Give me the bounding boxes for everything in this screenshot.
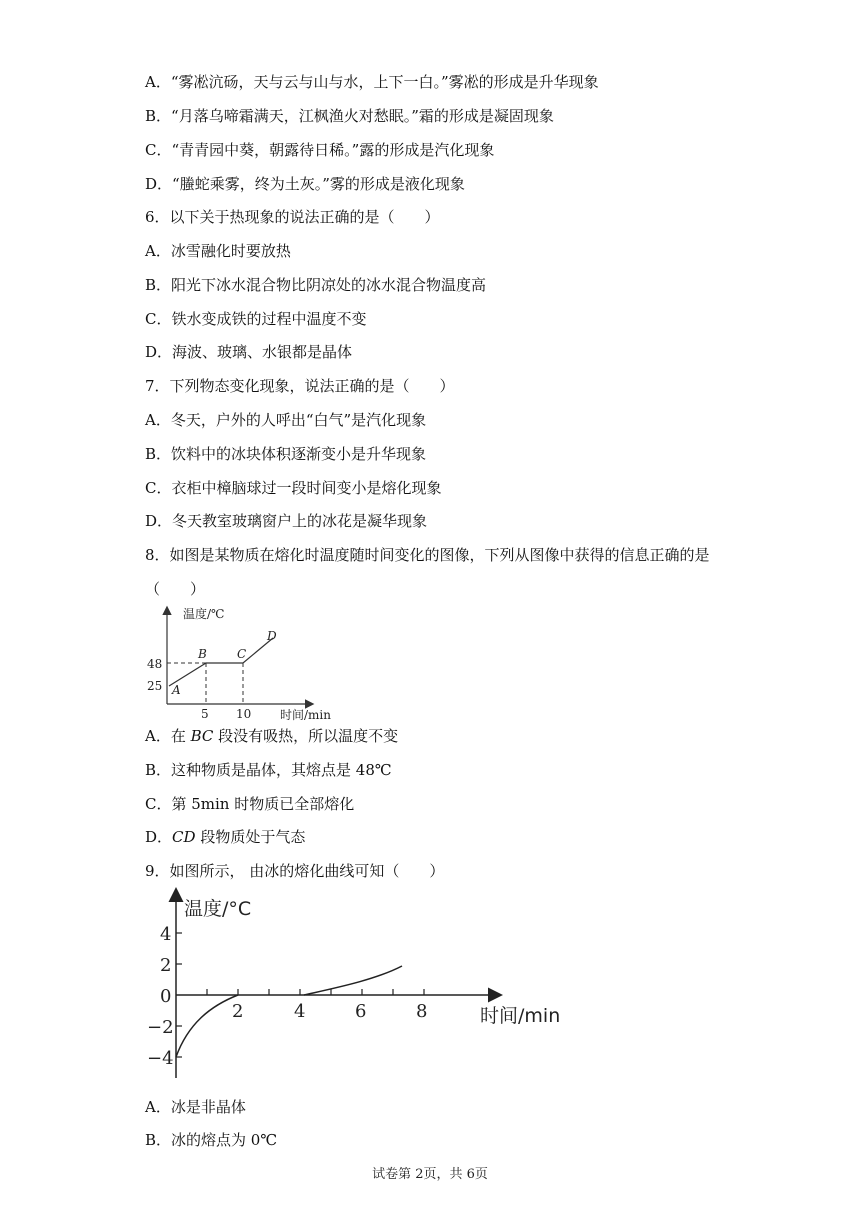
chart2-xtick-4: 4 bbox=[294, 1001, 306, 1022]
line-q8-option-d bbox=[145, 827, 305, 847]
line-q6-option-b: B．阳光下冰水混合物比阴凉处的冰水混合物温度高 bbox=[145, 276, 487, 294]
q8a-pre: A．在 bbox=[145, 727, 191, 745]
question-7: 7．下列物态变化现象，说法正确的是（ ） bbox=[145, 377, 455, 395]
chart1-point-a: A bbox=[172, 683, 181, 697]
chart2-xtick-8: 8 bbox=[416, 1001, 428, 1022]
chart2-xtick-6: 6 bbox=[355, 1001, 367, 1022]
q8a-italic: BC bbox=[190, 727, 214, 745]
q8a-post: 段没有吸热，所以温度不变 bbox=[213, 727, 399, 745]
chart1-point-c: C bbox=[237, 647, 247, 661]
chart1-xtick-5: 5 bbox=[201, 707, 209, 721]
line-q6-option-d: D．海波、玻璃、水银都是晶体 bbox=[145, 343, 353, 361]
q8d-pre: D． bbox=[145, 828, 173, 846]
chart1-ytick-48: 48 bbox=[147, 657, 163, 671]
chart2-x-label: 时间/min bbox=[480, 1005, 561, 1027]
question-8: 8．如图是某物质在熔化时温度随时间变化的图像，下列从图像中获得的信息正确的是 bbox=[145, 546, 710, 564]
line-q7-option-c: C．衣柜中樟脑球过一段时间变小是熔化现象 bbox=[145, 479, 442, 497]
line-q8-option-a bbox=[145, 726, 398, 746]
chart-ice-melting bbox=[140, 884, 570, 1088]
question-6: 6．以下关于热现象的说法正确的是（ ） bbox=[145, 208, 440, 226]
q8d-italic: CD bbox=[172, 828, 196, 846]
line-q6-option-a: A．冰雪融化时要放热 bbox=[145, 242, 291, 260]
chart1-x-label: 时间/min bbox=[280, 708, 331, 722]
chart2-ytick-0: 0 bbox=[160, 986, 172, 1007]
line-q9-option-b: B．冰的熔点为 0℃ bbox=[145, 1131, 278, 1149]
q8d-post: 段物质处于气态 bbox=[195, 828, 306, 846]
chart-melting-substance bbox=[140, 600, 350, 724]
line-q7-option-b: B．饮料中的冰块体积逐渐变小是升华现象 bbox=[145, 445, 427, 463]
line-q7-option-a: A．冬天，户外的人呼出“白气”是汽化现象 bbox=[145, 411, 427, 429]
chart2-ytick-neg4: −4 bbox=[147, 1048, 174, 1069]
chart1-y-label: 温度/℃ bbox=[183, 607, 225, 621]
question-9: 9．如图所示， 由冰的熔化曲线可知（ ） bbox=[145, 862, 445, 880]
line-q7-option-d: D．冬天教室玻璃窗户上的冰花是凝华现象 bbox=[145, 512, 428, 530]
chart1-point-d: D bbox=[267, 629, 277, 643]
chart2-xtick-2: 2 bbox=[232, 1001, 244, 1022]
line-q8-option-c: C．第 5min 时物质已全部熔化 bbox=[145, 795, 355, 813]
line-q9-option-a: A．冰是非晶体 bbox=[145, 1098, 246, 1116]
chart1-curve bbox=[169, 638, 273, 686]
chart1-xtick-10: 10 bbox=[236, 707, 252, 721]
chart1-point-b: B bbox=[198, 647, 207, 661]
line-q5-option-b: B．“月落乌啼霜满天，江枫渔火对愁眠。”霜的形成是凝固现象 bbox=[145, 107, 554, 125]
chart2-ytick-4: 4 bbox=[160, 924, 172, 945]
line-q6-option-c: C．铁水变成铁的过程中温度不变 bbox=[145, 310, 367, 328]
page-footer: 试卷第 2页，共 6页 bbox=[372, 1167, 488, 1182]
line-q8-option-b: B．这种物质是晶体，其熔点是 48℃ bbox=[145, 761, 392, 779]
line-q5-option-d: D．“螣蛇乘雾，终为土灰。”雾的形成是液化现象 bbox=[145, 175, 465, 193]
chart2-ytick-2: 2 bbox=[160, 955, 172, 976]
line-q5-option-a: A．“雾凇沆砀，天与云与山与水，上下一白。”雾凇的形成是升华现象 bbox=[145, 73, 599, 91]
chart2-curve-liquid bbox=[304, 966, 402, 995]
chart2-y-label: 温度/°C bbox=[184, 898, 252, 920]
chart2-curve-solid bbox=[176, 995, 238, 1057]
chart2-ytick-neg2: −2 bbox=[147, 1017, 174, 1038]
line-q5-option-c: C．“青青园中葵，朝露待日稀。”露的形成是汽化现象 bbox=[145, 141, 495, 159]
question-8-paren: （ ） bbox=[145, 580, 206, 598]
chart1-ytick-25: 25 bbox=[147, 679, 163, 693]
